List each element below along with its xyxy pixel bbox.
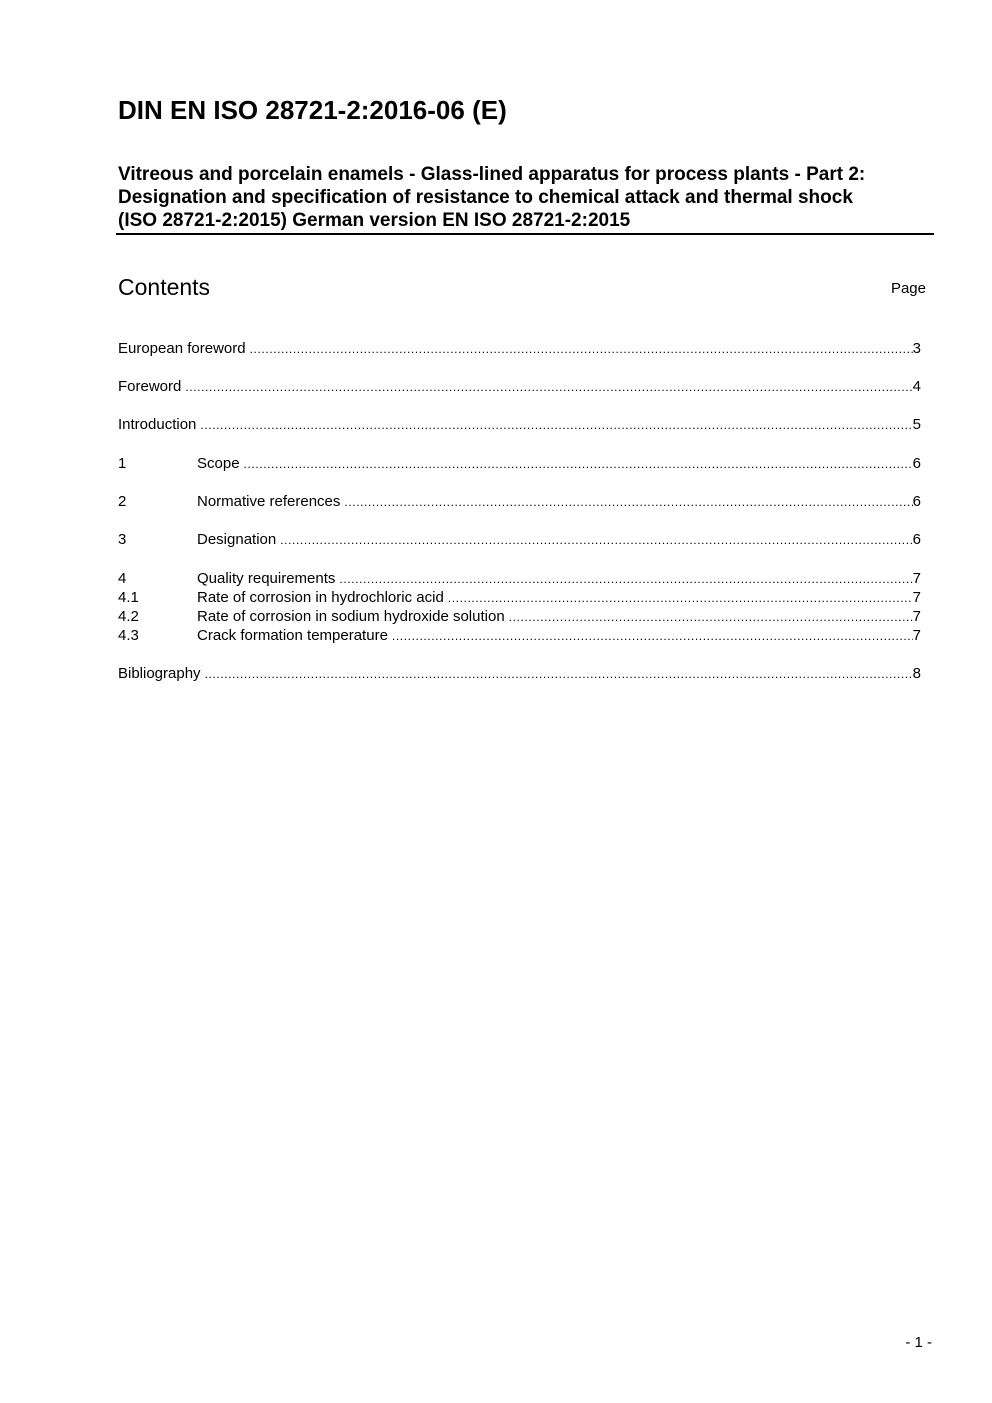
subtitle-line: Vitreous and porcelain enamels - Glass-lined apparatus for process plants - Part 2: xyxy=(118,164,866,185)
footer-page-number: - 1 - xyxy=(905,1334,932,1351)
toc-leader-dots xyxy=(185,378,912,397)
toc-entry-crack-formation[interactable] xyxy=(118,626,921,645)
toc-entry-title: Normative references xyxy=(197,493,341,510)
toc-entry-number: 4.2 xyxy=(118,608,139,625)
document-title: DIN EN ISO 28721-2:2016-06 (E) xyxy=(118,95,507,125)
toc-entry-title: European foreword xyxy=(118,340,246,357)
toc-leader-dots xyxy=(392,627,913,646)
page-column-heading: Page xyxy=(890,280,926,297)
toc-leader-dots xyxy=(200,416,912,435)
toc-entry-page: 3 xyxy=(912,340,921,357)
document-subtitle xyxy=(118,163,918,232)
toc-entry-designation[interactable] xyxy=(118,530,921,549)
toc-leader-dots xyxy=(344,493,912,512)
contents-heading: Contents xyxy=(118,274,211,300)
toc-entry-page: 7 xyxy=(912,608,921,625)
title-divider xyxy=(116,233,934,235)
toc-entry-quality-requirements[interactable] xyxy=(118,569,921,588)
toc-entry-page: 7 xyxy=(912,570,921,587)
subtitle-line: (ISO 28721-2:2015) German version EN ISO 28721-2:2015 xyxy=(118,210,631,231)
toc-entry-hydrochloric-acid[interactable] xyxy=(118,588,921,607)
toc-leader-dots xyxy=(509,608,913,627)
toc-entry-title: Rate of corrosion in sodium hydroxide solution xyxy=(197,608,505,625)
toc-entry-number: 4.3 xyxy=(118,627,139,644)
toc-entry-page: 6 xyxy=(912,531,921,548)
toc-entry-title: Bibliography xyxy=(118,665,201,682)
toc-entry-page: 4 xyxy=(912,378,921,395)
toc-entry-foreword[interactable] xyxy=(118,377,921,396)
toc-entry-page: 5 xyxy=(912,416,921,433)
toc-entry-european-foreword[interactable] xyxy=(118,339,921,358)
toc-entry-page: 7 xyxy=(912,627,921,644)
toc-entry-title: Crack formation temperature xyxy=(197,627,388,644)
toc-leader-dots xyxy=(339,570,912,589)
toc-entry-page: 8 xyxy=(912,665,921,682)
toc-entry-title: Designation xyxy=(197,531,277,548)
toc-entry-number: 2 xyxy=(118,493,127,510)
toc-entry-number: 4 xyxy=(118,570,127,587)
toc-leader-dots xyxy=(448,589,913,608)
toc-entry-bibliography[interactable] xyxy=(118,664,921,683)
toc-entry-normative-references[interactable] xyxy=(118,492,921,511)
toc-entry-number: 4.1 xyxy=(118,589,139,606)
toc-entry-title: Rate of corrosion in hydrochloric acid xyxy=(197,589,444,606)
toc-entry-title: Quality requirements xyxy=(197,570,336,587)
toc-leader-dots xyxy=(250,340,913,359)
toc-entry-title: Scope xyxy=(197,455,240,472)
toc-leader-dots xyxy=(244,455,913,474)
toc-entry-title: Foreword xyxy=(118,378,182,395)
toc-entry-page: 7 xyxy=(912,589,921,606)
subtitle-line: Designation and specification of resistance to chemical attack and thermal shock xyxy=(118,187,853,208)
toc-entry-scope[interactable] xyxy=(118,454,921,473)
toc-entry-number: 1 xyxy=(118,455,127,472)
toc-entry-page: 6 xyxy=(912,455,921,472)
toc-entry-sodium-hydroxide[interactable] xyxy=(118,607,921,626)
toc-entry-introduction[interactable] xyxy=(118,415,921,434)
toc-entry-number: 3 xyxy=(118,531,127,548)
toc-leader-dots xyxy=(280,531,912,550)
toc-entry-page: 6 xyxy=(912,493,921,510)
toc-leader-dots xyxy=(205,665,913,684)
toc-entry-title: Introduction xyxy=(118,416,197,433)
